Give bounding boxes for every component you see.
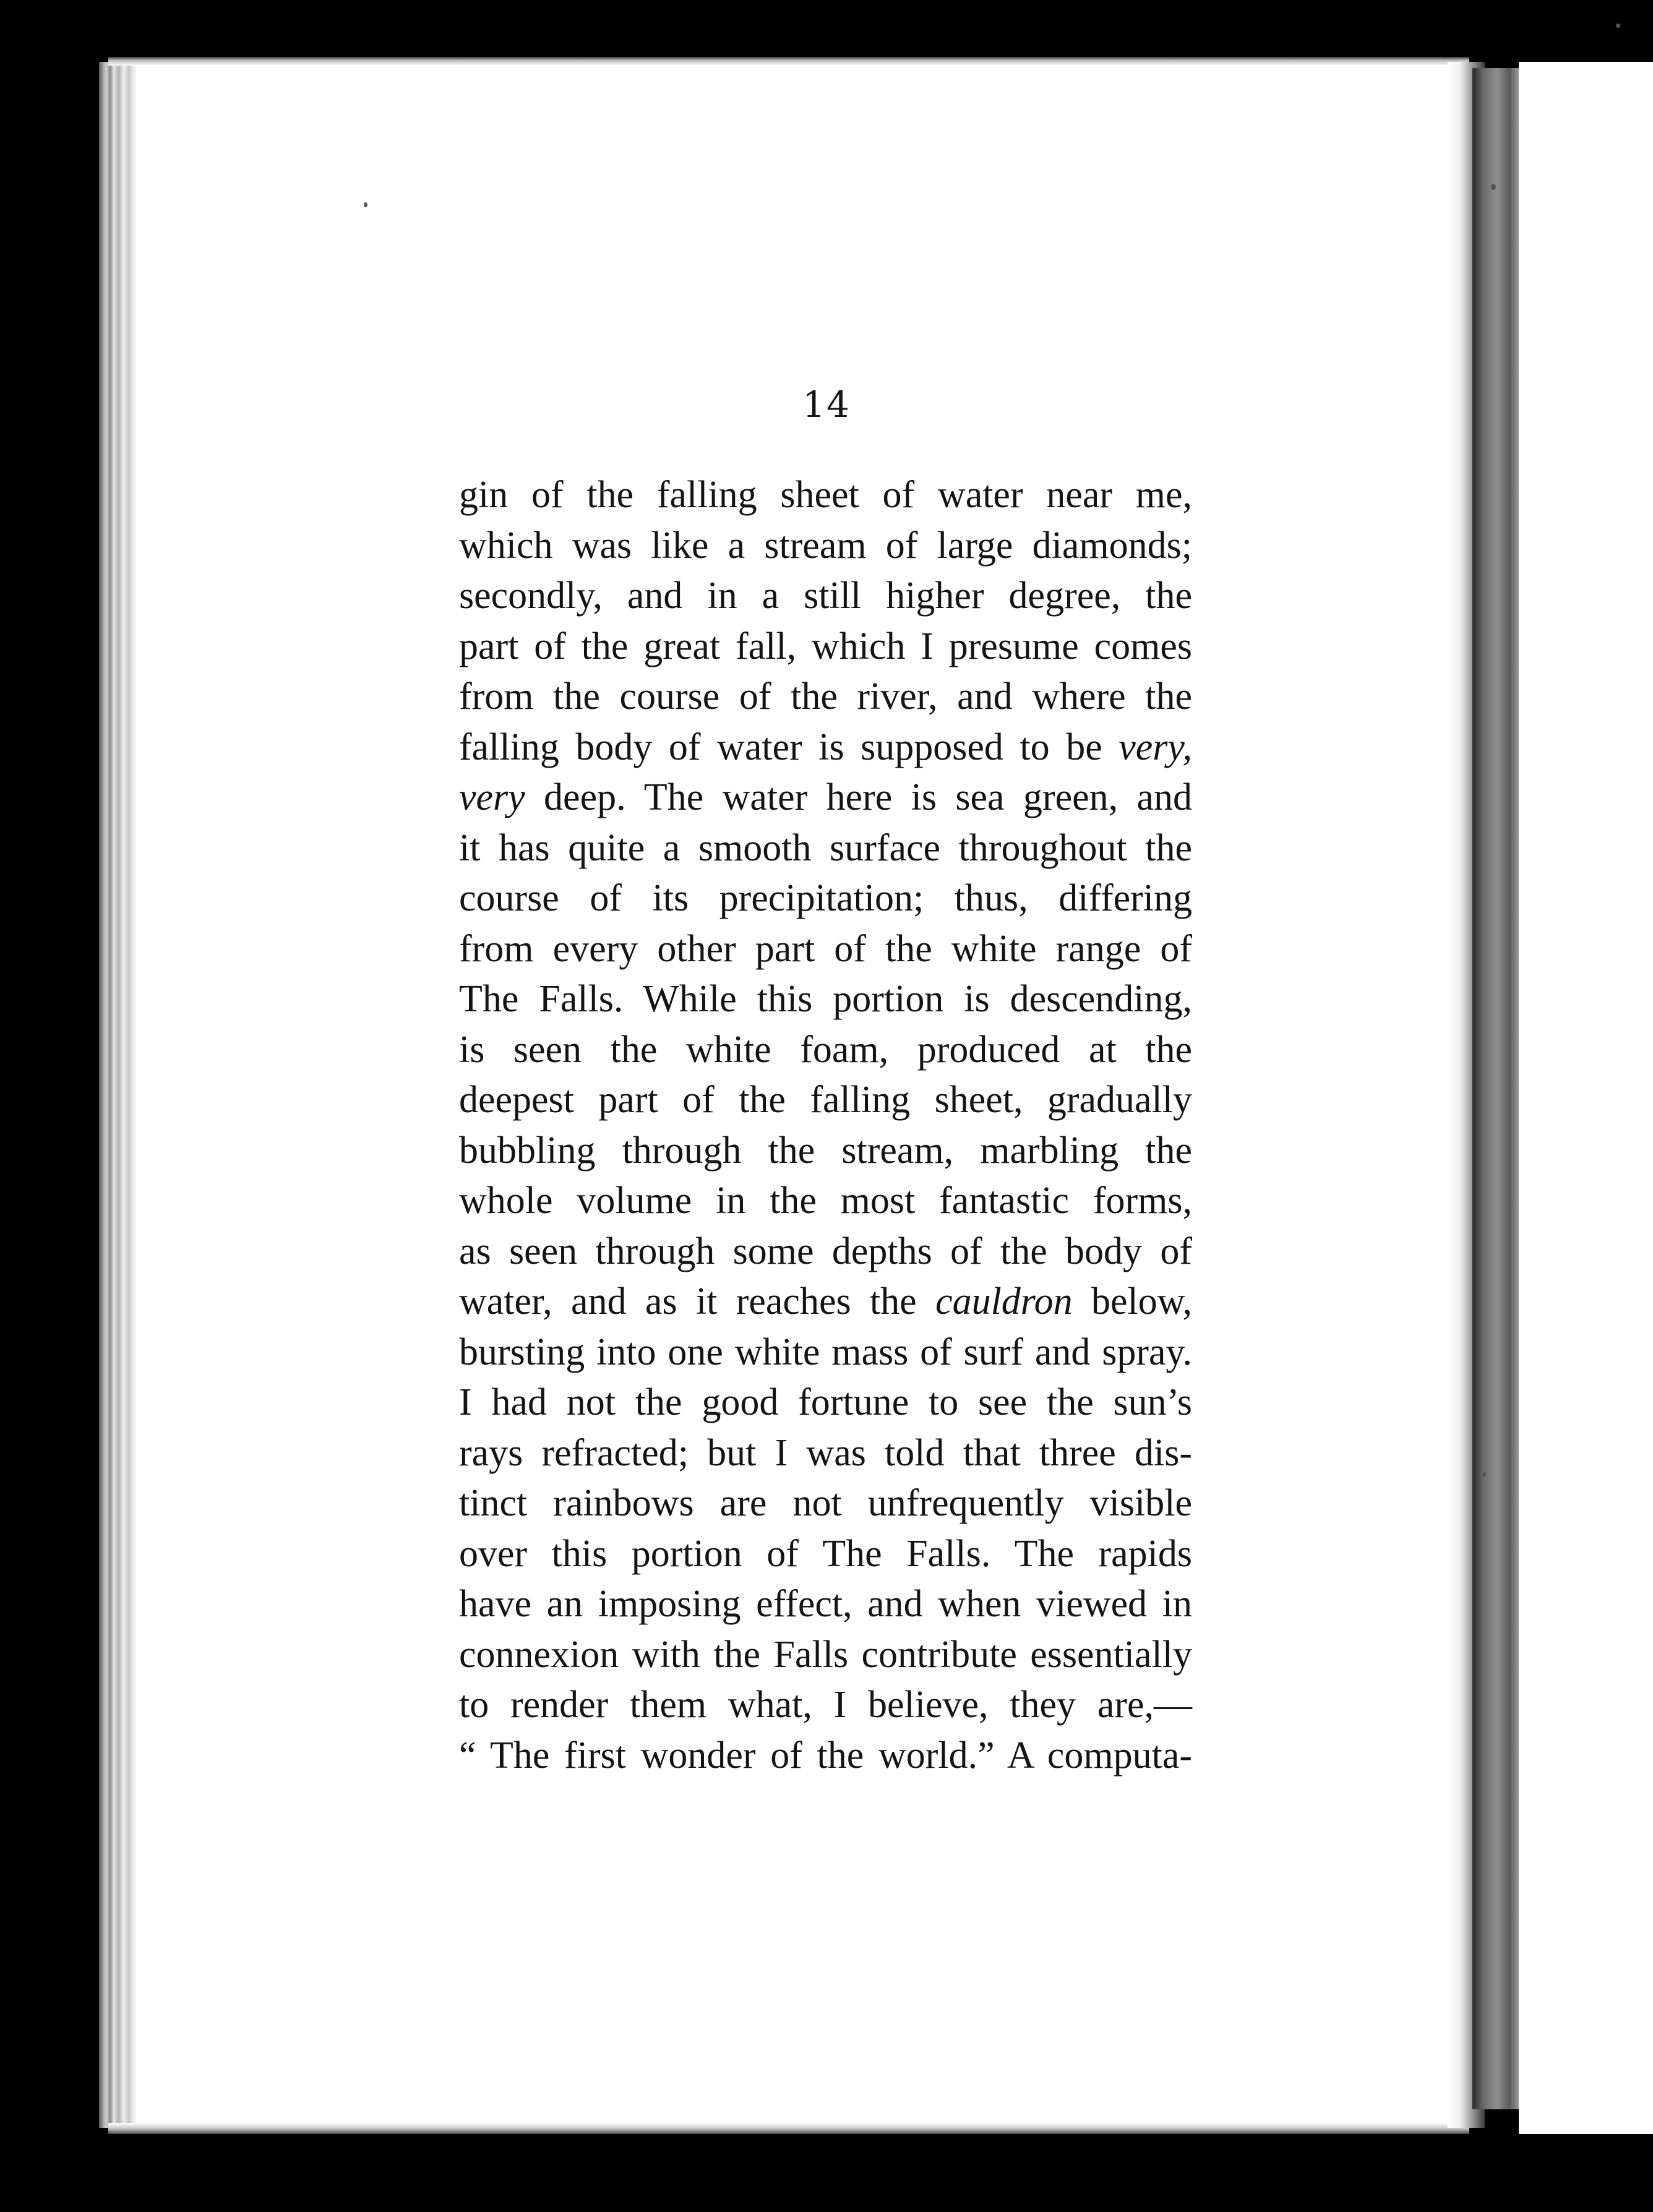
text-line [459,1327,1192,1378]
page-number: 14 [802,384,851,426]
top-page-edge [108,57,1469,66]
text-line [459,1630,1192,1681]
line-text: course of its precipitation; thus, differing [459,877,1192,919]
body-text [459,470,1192,1781]
text-line [459,622,1192,672]
line-text: to render them what, I believe, they are,— [459,1684,1192,1726]
text-line [459,1075,1192,1126]
line-text: bubbling through the stream, marbling the [459,1129,1192,1172]
line-text: from the course of the river, and where the [459,675,1192,718]
text-line [459,571,1192,622]
line-text: “ The first wonder of the world.” A computa- [459,1734,1192,1777]
text-line [459,873,1192,924]
line-text: The Falls. While this portion is descending, [459,978,1192,1020]
text-line [459,1025,1192,1076]
text-line [459,1277,1192,1327]
line-text: deep. The water here is sea green, and [525,776,1192,818]
line-text: connexion with the Falls contribute essentially [459,1633,1192,1676]
line-text: falling body of water is supposed to be [459,726,1119,768]
adjacent-page [1519,62,1653,2134]
line-text: deepest part of the falling sheet, gradually [459,1079,1192,1121]
text-line [459,974,1192,1025]
text-line [459,672,1192,722]
line-text: which was like a stream of large diamonds; [459,524,1192,567]
line-text: below, [1072,1280,1192,1322]
text-line [459,823,1192,874]
text-line [459,1428,1192,1479]
text-line [459,1529,1192,1580]
line-text: as seen through some depths of the body of [459,1230,1192,1272]
line-text: tinct rainbows are not unfrequently visible [459,1482,1192,1524]
line-text: from every other part of the white range of [459,927,1192,970]
text-line [459,1731,1192,1781]
line-text: part of the great fall, which I presume comes [459,625,1192,667]
text-line [459,722,1192,773]
line-text: whole volume in the most fantastic forms, [459,1180,1192,1222]
line-text: is seen the white foam, produced at the [459,1028,1192,1071]
text-line [459,1478,1192,1529]
dust-speck [1482,1472,1486,1477]
text-line [459,1126,1192,1177]
line-text: it has quite a smooth surface throughout the [459,826,1192,869]
text-line [459,1227,1192,1277]
dust-speck [1616,24,1620,28]
text-line [459,924,1192,975]
text-line [459,773,1192,823]
italic-text: very [459,776,525,818]
text-line [459,470,1192,521]
text-line [459,1680,1192,1731]
line-text: bursting into one white mass of surf and spray. [459,1331,1192,1373]
line-text: over this portion of The Falls. The rapids [459,1532,1192,1575]
bottom-page-edge [108,2123,1469,2134]
line-text: I had not the good fortune to see the sun’s [459,1381,1192,1423]
text-line [459,1579,1192,1630]
text-line [459,1176,1192,1227]
text-line [459,1378,1192,1428]
line-text: rays refracted; but I was told that three dis- [459,1431,1192,1474]
italic-text: very, [1118,726,1192,768]
line-text: have an imposing effect, and when viewed in [459,1583,1192,1625]
italic-text: cauldron [935,1280,1073,1322]
dust-speck [364,202,367,207]
line-text: secondly, and in a still higher degree, the [459,575,1192,617]
line-text: gin of the falling sheet of water near me, [459,474,1192,516]
line-text: water, and as it reaches the [459,1280,936,1322]
text-line [459,521,1192,572]
dust-speck [1491,184,1496,190]
